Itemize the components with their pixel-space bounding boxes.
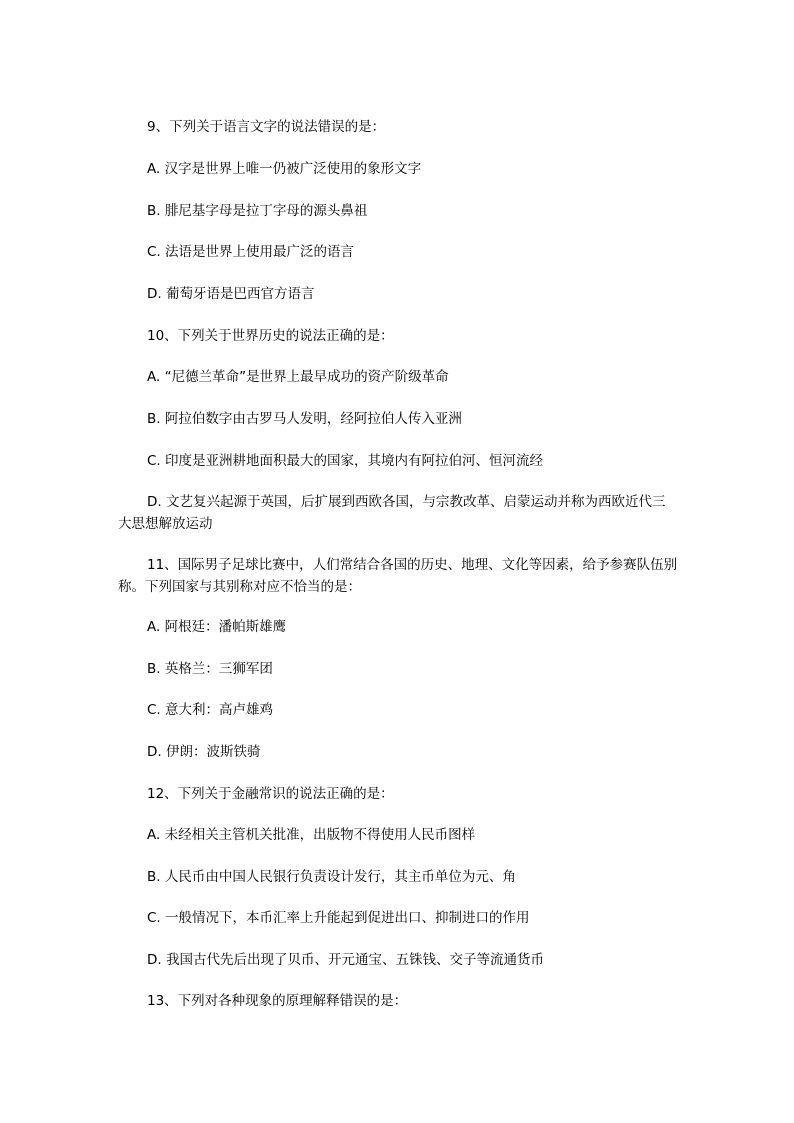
question-12-option-c: C. 一般情况下，本币汇率上升能起到促进出口、抑制进口的作用 <box>147 910 530 926</box>
question-11-option-a: A. 阿根廷：潘帕斯雄鹰 <box>147 619 287 635</box>
question-12-option-d: D. 我国古代先后出现了贝币、开元通宝、五铢钱、交子等流通货币 <box>147 952 544 968</box>
question-12-option-a: A. 未经相关主管机关批准，出版物不得使用人民币图样 <box>147 827 476 843</box>
question-9-option-d: D. 葡萄牙语是巴西官方语言 <box>147 286 315 302</box>
question-12-stem: 12、下列关于金融常识的说法正确的是： <box>147 786 394 802</box>
question-10-stem: 10、下列关于世界历史的说法正确的是： <box>147 328 394 344</box>
question-10-option-a: A. “尼德兰革命”是世界上最早成功的资产阶级革命 <box>147 369 449 385</box>
question-9-option-c: C. 法语是世界上使用最广泛的语言 <box>147 244 355 260</box>
question-11-stem: 11、国际男子足球比赛中，人们常结合各国的历史、地理、文化等因素，给予参赛队伍别称。下列国家与其别称对应不恰当的是： <box>118 557 678 595</box>
question-9-stem: 9、下列关于语言文字的说法错误的是： <box>147 119 386 135</box>
question-11-option-b: B. 英格兰：三狮军团 <box>147 661 273 677</box>
question-11-option-c: C. 意大利：高卢雄鸡 <box>147 702 274 718</box>
question-9-option-b: B. 腓尼基字母是拉丁字母的源头鼻祖 <box>147 203 368 219</box>
question-11-option-d: D. 伊朗：波斯铁骑 <box>147 744 261 760</box>
question-12-option-b: B. 人民币由中国人民银行负责设计发行，其主币单位为元、角 <box>147 869 516 885</box>
question-10-option-c: C. 印度是亚洲耕地面积最大的国家，其境内有阿拉伯河、恒河流经 <box>147 453 544 469</box>
question-10-option-b: B. 阿拉伯数字由古罗马人发明，经阿拉伯人传入亚洲 <box>147 411 462 427</box>
question-10-option-d: D. 文艺复兴起源于英国，后扩展到西欧各国，与宗教改革、启蒙运动并称为西欧近代三大思想解放运动 <box>118 494 666 532</box>
question-13-stem: 13、下列对各种现象的原理解释错误的是： <box>147 993 408 1009</box>
question-9-option-a: A. 汉字是世界上唯一仍被广泛使用的象形文字 <box>147 161 422 177</box>
